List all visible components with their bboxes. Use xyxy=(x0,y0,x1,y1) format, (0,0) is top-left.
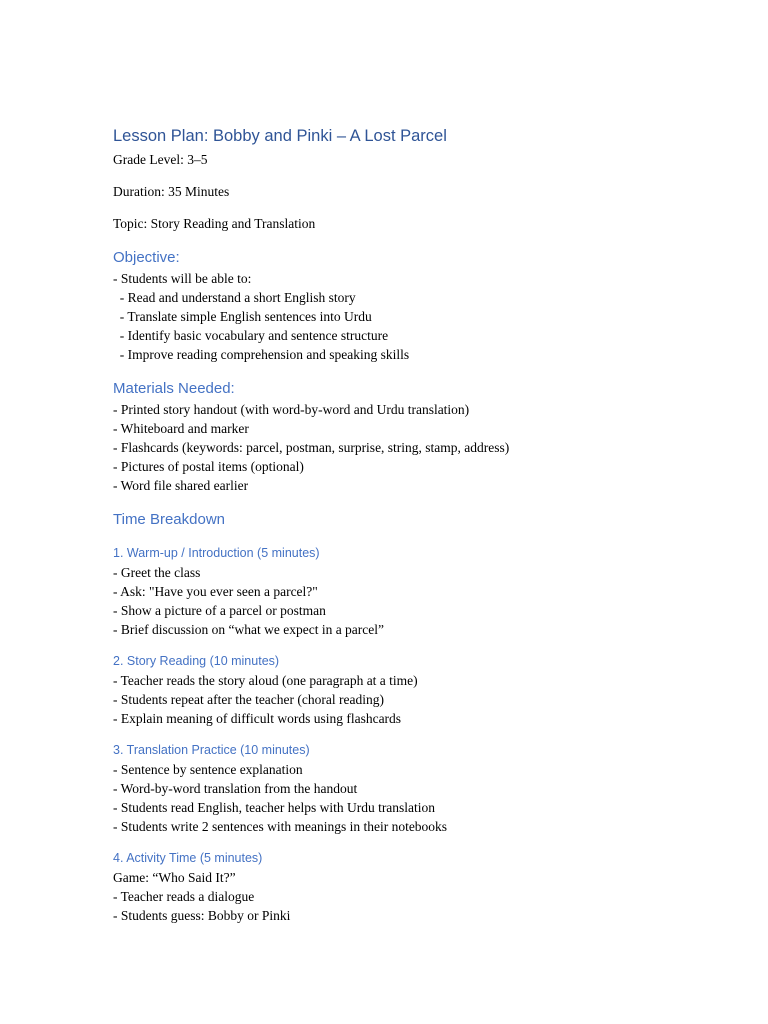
section-list-translation-practice xyxy=(113,760,733,836)
materials-line: - Pictures of postal items (optional) xyxy=(113,459,304,474)
duration: Duration: 35 Minutes xyxy=(113,184,230,199)
section-list-story-reading xyxy=(113,671,733,728)
list-item: - Students read English, teacher helps with Urdu translation xyxy=(113,800,436,815)
list-item: Game: “Who Said It?” xyxy=(113,870,236,885)
list-item: - Brief discussion on “what we expect in a parcel” xyxy=(113,622,385,637)
objective-heading: Objective: xyxy=(113,249,180,266)
materials-line: - Flashcards (keywords: parcel, postman, surprise, string, stamp, address) xyxy=(113,440,510,455)
section-heading-activity-time: 4. Activity Time (5 minutes) xyxy=(113,851,263,865)
list-item: - Ask: "Have you ever seen a parcel?" xyxy=(113,584,318,599)
objective-line: - Students will be able to: xyxy=(113,271,252,286)
objective-line: - Translate simple English sentences into Urdu xyxy=(113,309,372,324)
section-heading-translation-practice: 3. Translation Practice (10 minutes) xyxy=(113,743,310,757)
time-breakdown-heading: Time Breakdown xyxy=(113,511,225,528)
list-item: - Teacher reads a dialogue xyxy=(113,889,255,904)
section-list-warm-up xyxy=(113,563,733,639)
topic: Topic: Story Reading and Translation xyxy=(113,216,316,231)
list-item: - Students repeat after the teacher (choral reading) xyxy=(113,692,384,707)
section-heading-warm-up: 1. Warm-up / Introduction (5 minutes) xyxy=(113,546,320,560)
materials-list xyxy=(113,400,733,495)
objective-line: - Identify basic vocabulary and sentence structure xyxy=(113,328,389,343)
list-item: - Students guess: Bobby or Pinki xyxy=(113,908,291,923)
list-item: - Teacher reads the story aloud (one paragraph at a time) xyxy=(113,673,418,688)
materials-line: - Whiteboard and marker xyxy=(113,421,249,436)
objective-list xyxy=(113,269,733,364)
section-heading-story-reading: 2. Story Reading (10 minutes) xyxy=(113,654,280,668)
list-item: - Show a picture of a parcel or postman xyxy=(113,603,326,618)
materials-line: - Word file shared earlier xyxy=(113,478,249,493)
materials-heading: Materials Needed: xyxy=(113,380,235,397)
list-item: - Students write 2 sentences with meanings in their notebooks xyxy=(113,819,448,834)
section-list-activity-time xyxy=(113,868,733,925)
grade-level: Grade Level: 3–5 xyxy=(113,152,208,167)
document-title: Lesson Plan: Bobby and Pinki – A Lost Parcel xyxy=(113,127,447,145)
list-item: - Sentence by sentence explanation xyxy=(113,762,303,777)
list-item: - Word-by-word translation from the handout xyxy=(113,781,358,796)
materials-line: - Printed story handout (with word-by-word and Urdu translation) xyxy=(113,402,470,417)
document-page xyxy=(113,122,733,925)
objective-line: - Read and understand a short English story xyxy=(113,290,356,305)
list-item: - Explain meaning of difficult words using flashcards xyxy=(113,711,402,726)
objective-line: - Improve reading comprehension and speaking skills xyxy=(113,347,410,362)
list-item: - Greet the class xyxy=(113,565,201,580)
